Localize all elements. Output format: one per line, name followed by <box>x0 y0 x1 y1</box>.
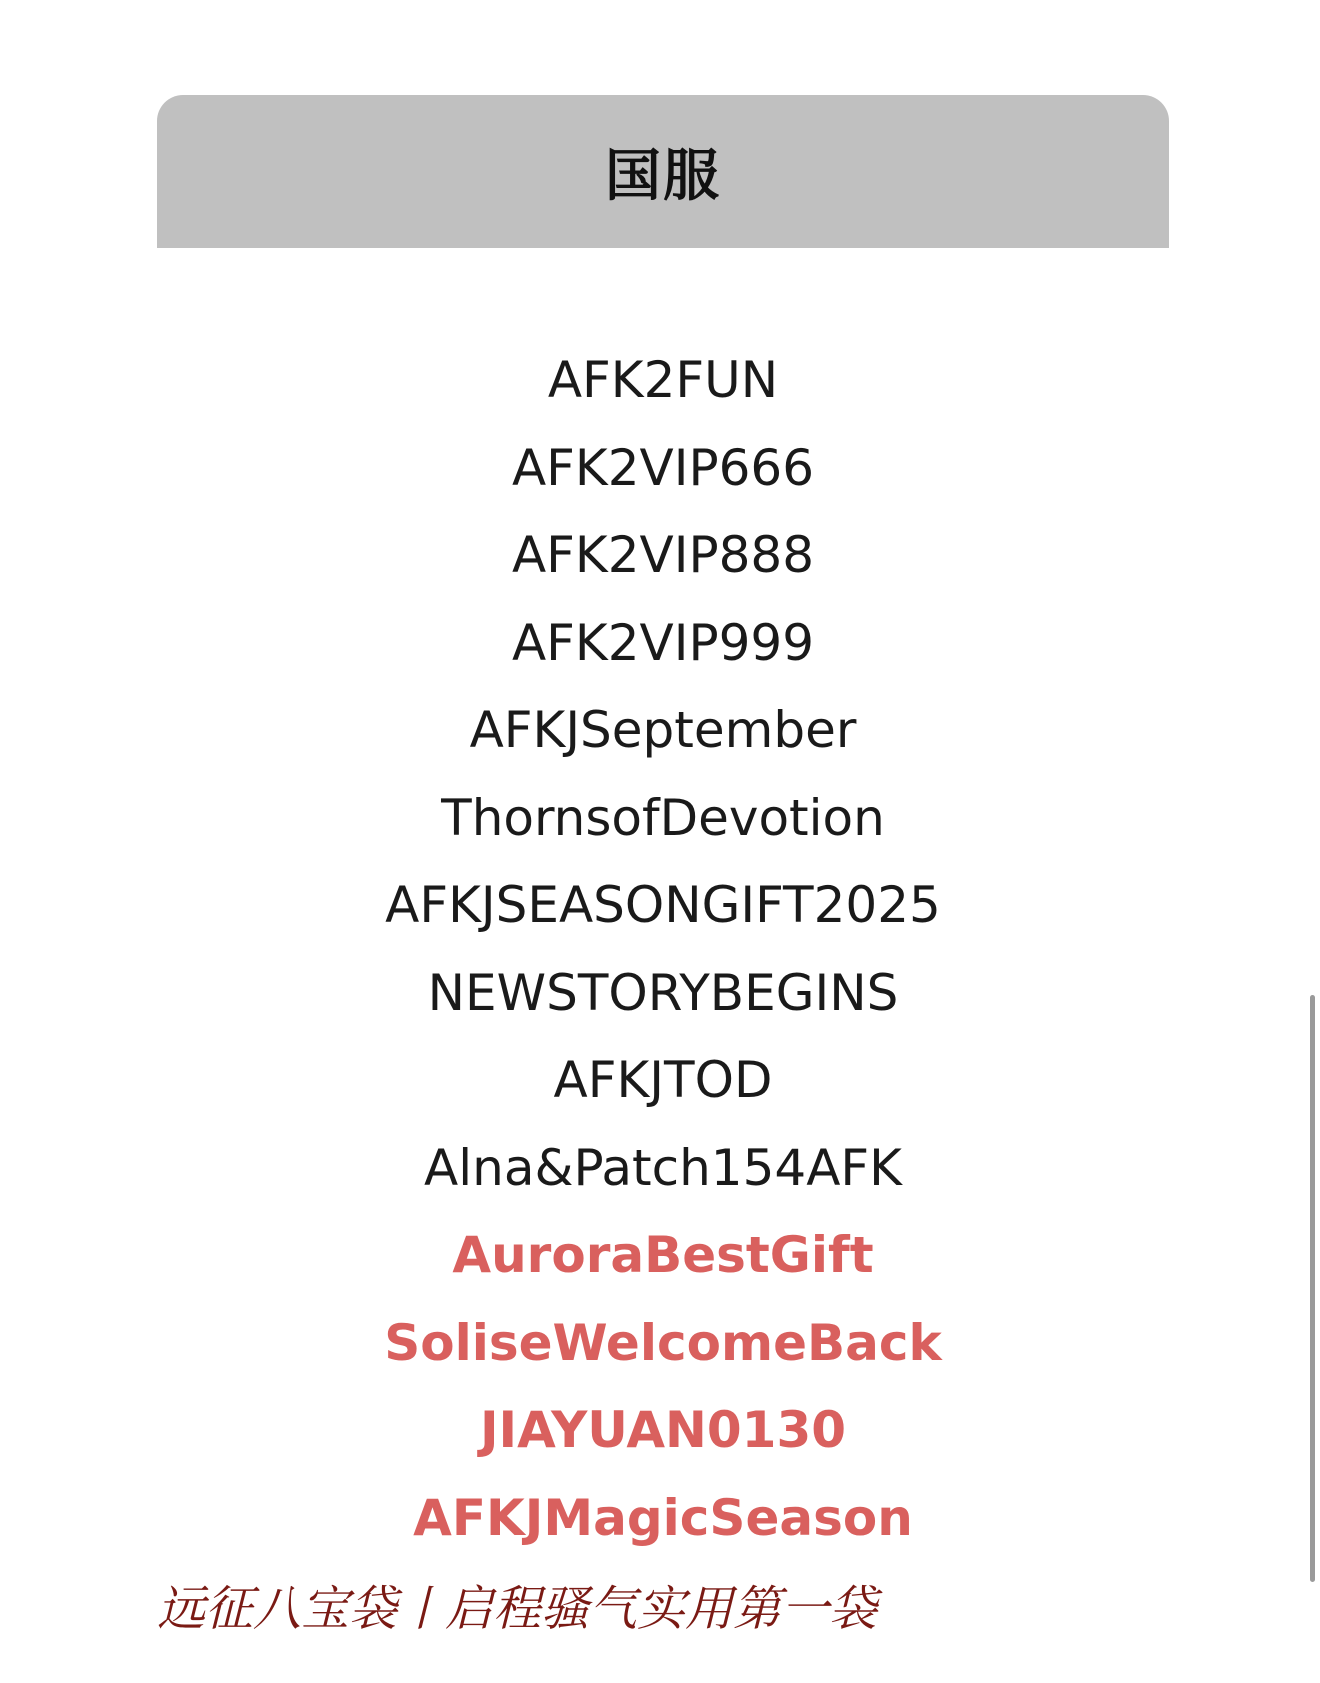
vertical-scrollbar[interactable] <box>1310 995 1315 1582</box>
code-list <box>157 337 1169 1562</box>
code-item: AFK2FUN <box>547 351 779 409</box>
code-item: Alna&Patch154AFK <box>424 1138 902 1197</box>
footer-slogan: 远征八宝袋丨启程骚气实用第一袋 <box>157 1581 878 1637</box>
code-item: AFK2VIP888 <box>511 526 815 584</box>
code-item-highlighted: AFKJMagicSeason <box>413 1488 913 1547</box>
code-item: AFKJSeptember <box>469 701 857 759</box>
code-item: AFKJTOD <box>553 1051 773 1109</box>
section-header <box>157 95 1169 248</box>
code-item-highlighted: JIAYUAN0130 <box>479 1401 847 1459</box>
code-item: AFK2VIP666 <box>511 438 815 497</box>
code-item: AFK2VIP999 <box>511 613 815 672</box>
code-item-highlighted: SoliseWelcomeBack <box>384 1313 942 1372</box>
section-title: 国服 <box>605 143 721 209</box>
code-item: ThornsofDevotion <box>441 788 885 847</box>
code-item-highlighted: AuroraBestGift <box>452 1226 874 1284</box>
code-item: AFKJSEASONGIFT2025 <box>385 876 941 934</box>
code-item: NEWSTORYBEGINS <box>427 963 899 1022</box>
